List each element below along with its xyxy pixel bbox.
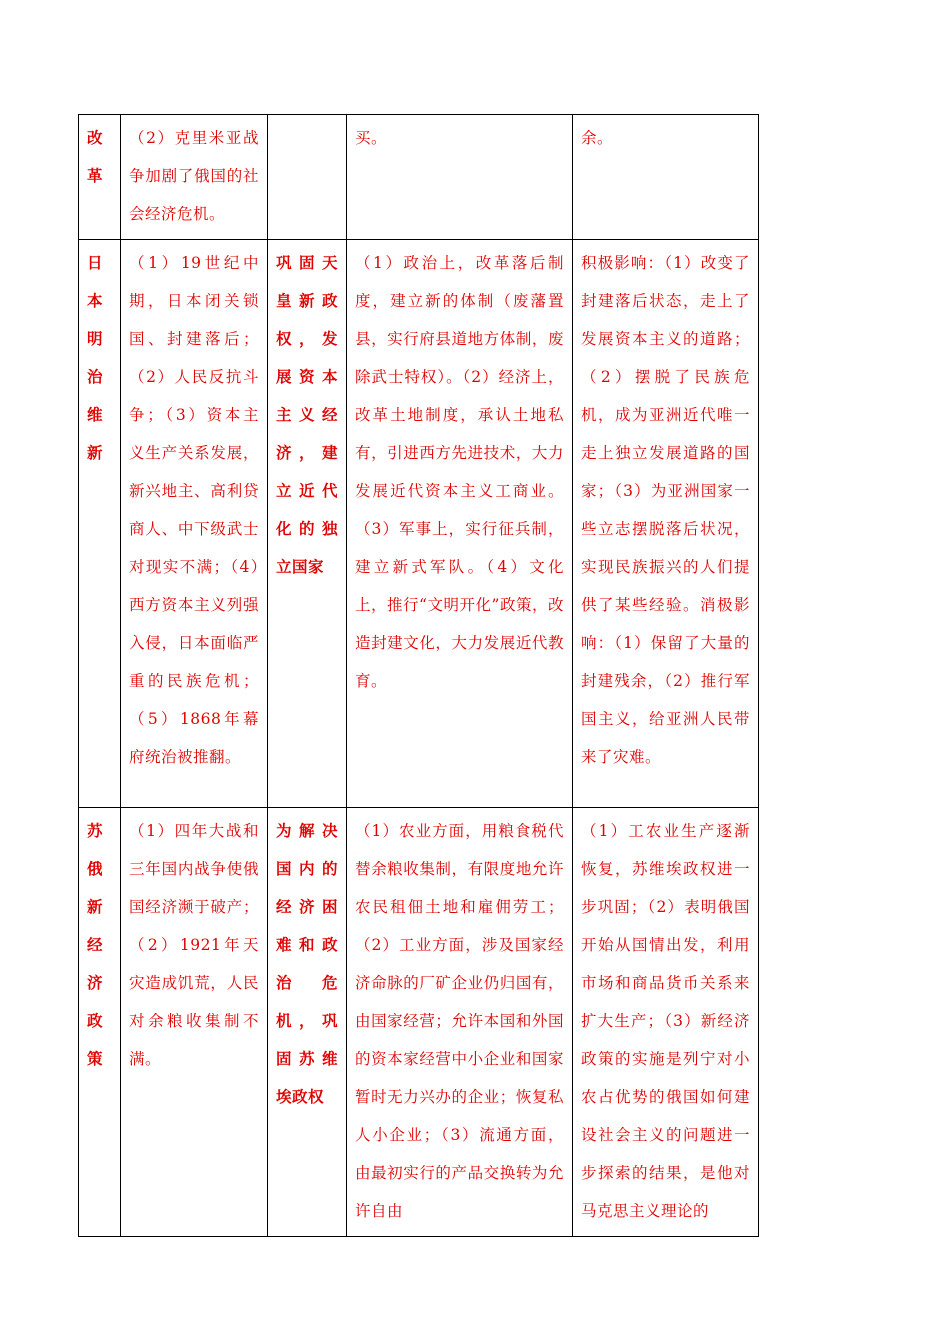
reform-comparison-table [78, 114, 759, 1237]
background-cell: （2）克里米亚战争加剧了俄国的社会经济危机。 [121, 115, 268, 240]
content-cell: （1）农业方面，用粮食税代替余粮收集制，有限度地允许农民租佃土地和雇佣劳工；（2）工业方面，涉及国家经济命脉的厂矿企业仍归国有，由国家经营；允许本国和外国的资本家经营中小企业和国家暂时无力兴办的企业；恢复私人小企业；（3）流通方面，由最初实行的产品交换转为允许自由 [347, 808, 573, 1237]
table-row [79, 808, 759, 1237]
effect-cell: 积极影响：（1）改变了封建落后状态，走上了发展资本主义的道路；（2）摆脱了民族危机，成为亚洲近代唯一走上独立发展道路的国家；（3）为亚洲国家一些立志摆脱落后状况，实现民族振兴的人们提供了某些经验。消极影响：（1）保留了大量的封建残余，（2）推行军国主义，给亚洲人民带来了灾难。 [573, 240, 759, 808]
goal-cell [268, 115, 347, 240]
effect-cell: （1）工农业生产逐渐恢复，苏维埃政权进一步巩固；（2）表明俄国开始从国情出发，利用市场和商品货币关系来扩大生产；（3）新经济政策的实施是列宁对小农占优势的俄国如何建设社会主义的问题进一步探索的结果，是他对马克思主义理论的 [573, 808, 759, 1237]
reform-name-cell: 日本明治维新 [79, 240, 121, 808]
effect-cell: 余。 [573, 115, 759, 240]
background-cell: （1）19世纪中期，日本闭关锁国、封建落后；（2）人民反抗斗争；（3）资本主义生产关系发展，新兴地主、高利贷商人、中下级武士对现实不满；（4）西方资本主义列强入侵，日本面临严重的民族危机；（5）1868年幕府统治被推翻。 [121, 240, 268, 808]
goal-cell: 巩固天皇新政权，发展资本主义经济，建立近代化的独立国家 [268, 240, 347, 808]
background-cell: （1）四年大战和三年国内战争使俄国经济濒于破产；（2）1921年天灾造成饥荒，人民对余粮收集制不满。 [121, 808, 268, 1237]
goal-cell: 为解决国内的经济困难和政治危机，巩固苏维埃政权 [268, 808, 347, 1237]
content-cell: （1）政治上，改革落后制度，建立新的体制（废藩置县，实行府县道地方体制，废除武士特权）。（2）经济上，改革土地制度，承认土地私有，引进西方先进技术，大力发展近代资本主义工商业。（3）军事上，实行征兵制，建立新式军队。（4）文化上，推行“文明开化”政策，改造封建文化，大力发展近代教育。 [347, 240, 573, 808]
reform-name-cell: 改革 [79, 115, 121, 240]
reform-name-cell: 苏俄新经济政策 [79, 808, 121, 1237]
table-row [79, 240, 759, 808]
content-cell: 买。 [347, 115, 573, 240]
table-row [79, 115, 759, 240]
